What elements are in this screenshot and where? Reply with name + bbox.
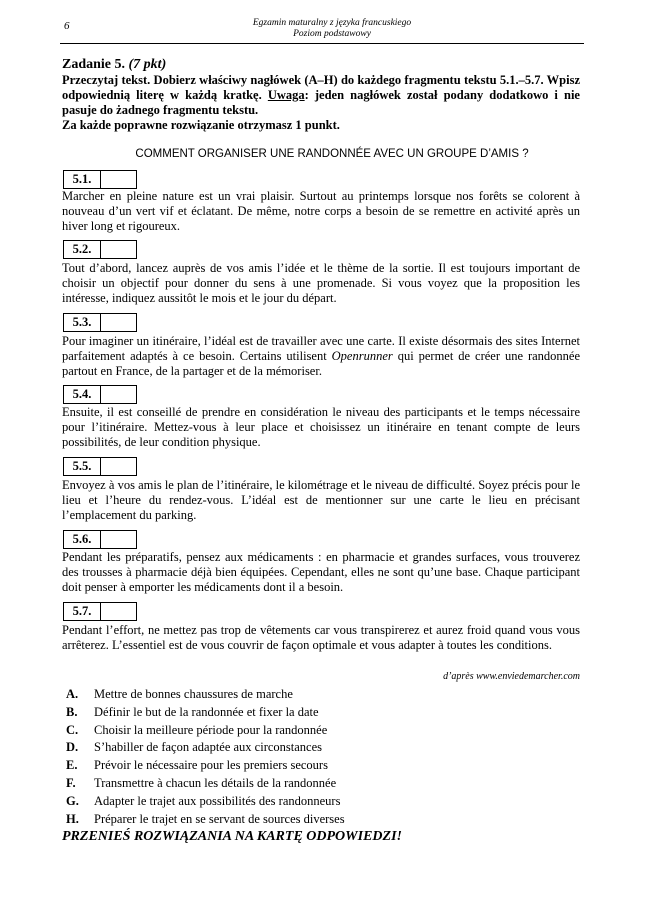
answer-field[interactable] <box>101 240 137 259</box>
fragment-text-5-7: Pendant l’effort, ne mettez pas trop de vêtements car vous transpirerez et aurez froid quand vous vous arrêterez. L’essentiel est de vous couvrir de façon optimale et vous adapter à toutes les conditions. <box>62 623 580 652</box>
option-text: Préparer le trajet en se servant de sources diverses <box>94 811 345 826</box>
heading-option-a <box>66 686 345 704</box>
option-letter: A. <box>66 687 79 701</box>
option-letter: D. <box>66 740 79 755</box>
heading-option-c <box>66 722 345 740</box>
answer-box-5-7 <box>63 602 137 621</box>
heading-option-f <box>66 775 345 793</box>
instructions-note: : jeden nagłówek został podany dodatkowo i nie pasuje do żadnego fragmentu tekstu. <box>62 88 580 117</box>
option-text: Prévoir le nécessaire pour les premiers secours <box>94 758 328 773</box>
fragment-number: 5.6. <box>63 530 101 549</box>
option-letter: C. <box>66 722 79 737</box>
answer-field[interactable] <box>101 530 137 549</box>
answer-box-5-5 <box>63 457 137 476</box>
option-text: Définir le but de la randonnée et fixer la date <box>94 704 319 719</box>
fragment-number: 5.3. <box>63 313 101 332</box>
fragment-number: 5.2. <box>63 240 101 259</box>
page-header <box>0 18 664 40</box>
heading-option-d <box>66 739 345 757</box>
answer-box-5-3 <box>63 313 137 332</box>
answer-box-5-4 <box>63 385 137 404</box>
fragment-text-5-6: Pendant les préparatifs, pensez aux médicaments : en pharmacie et grandes surfaces, vous trouverez des trousses à pharmacie déjà bien équipées. Cependant, elles ne sont qu’une base. Chaque participant doit penser à emporter les médicaments dont il a besoin. <box>62 550 580 594</box>
fragment-text-part: qui permet de créer une randonnée partout en France, de la partager et de la mémoriser. <box>62 349 580 378</box>
option-text: Mettre de bonnes chaussures de marche <box>94 687 293 701</box>
text-title: COMMENT ORGANISER UNE RANDONNÉE AVEC UN GROUPE D’AMIS ? <box>135 148 529 160</box>
option-letter: G. <box>66 793 79 808</box>
fragment-number: 5.5. <box>63 457 101 476</box>
answer-field[interactable] <box>101 385 137 404</box>
instructions-text: Przeczytaj tekst. Dobierz właściwy nagłówek (A–H) do każdego fragmentu tekstu 5.1.–5.7. Wpisz odpowiednią literę w każdą kratkę. <box>62 73 580 102</box>
heading-option-h <box>66 811 345 829</box>
option-text: Transmettre à chacun les détails de la randonnée <box>94 775 337 790</box>
fragment-number: 5.4. <box>63 385 101 404</box>
heading-option-g <box>66 793 345 811</box>
option-text: Choisir la meilleure période pour la randonnée <box>94 722 328 737</box>
site-name: Openrunner <box>331 349 393 363</box>
header-level: Poziom podstawowy <box>293 29 371 39</box>
page-number: 6 <box>64 20 70 32</box>
task-title <box>62 57 166 73</box>
answer-field[interactable] <box>101 457 137 476</box>
answer-box-5-2 <box>63 240 137 259</box>
option-letter: F. <box>66 775 76 790</box>
answer-field[interactable] <box>101 602 137 621</box>
fragment-number: 5.7. <box>63 602 101 621</box>
heading-option-b <box>66 704 345 722</box>
task-number: Zadanie 5. <box>62 57 126 72</box>
fragment-text-5-4: Ensuite, il est conseillé de prendre en considération le niveau des participants et le temps nécessaire pour l’itinéraire. Mettez-vous à leur place et choisissez un itinéraire en tenant compte de leurs possibilités, de leur condition physique. <box>62 405 580 449</box>
fragment-text-part: Pour imaginer un itinéraire, l’idéal est de travailler avec une carte. Il existe désormais des sites Internet parfaitement adaptés à ce besoin. Certains utilisent <box>62 334 580 363</box>
fragment-text-5-3 <box>62 334 580 379</box>
option-text: Adapter le trajet aux possibilités des randonneurs <box>94 793 341 808</box>
instructions-scoring: Za każde poprawne rozwiązanie otrzymasz 1 punkt. <box>62 118 340 132</box>
answer-field[interactable] <box>101 313 137 332</box>
fragment-text-5-5: Envoyez à vos amis le plan de l’itinéraire, le kilométrage et le niveau de difficulté. Soyez précis pour le lieu et l’heure du rendez-vous. L’idéal est de mentionner sur une carte le lieu en précisant l’emplacement du parking. <box>62 478 580 522</box>
header-divider <box>60 43 584 44</box>
transfer-answers-note: PRZENIEŚ ROZWIĄZANIA NA KARTĘ ODPOWIEDZI! <box>62 829 402 844</box>
fragment-text-5-1: Marcher en pleine nature est un vrai plaisir. Surtout au printemps lorsque nos forêts se colorent à nouveau d’un vert vif et éclatant. De même, notre corps a besoin de se remettre en activité après un hiver long et rigoureux. <box>62 189 580 233</box>
task-points: (7 pkt) <box>128 57 167 72</box>
answer-field[interactable] <box>101 170 137 189</box>
option-letter: E. <box>66 758 78 773</box>
option-letter: H. <box>66 811 79 826</box>
note-label: Uwaga <box>267 88 305 102</box>
heading-option-e <box>66 757 345 775</box>
option-letter: B. <box>66 704 78 719</box>
text-source: d’après www.enviedemarcher.com <box>443 671 580 682</box>
fragment-number: 5.1. <box>63 170 101 189</box>
headings-list <box>66 686 345 828</box>
answer-box-5-6 <box>63 530 137 549</box>
answer-box-5-1 <box>63 170 137 189</box>
task-instructions <box>62 73 580 133</box>
header-exam-title: Egzamin maturalny z języka francuskiego <box>252 18 412 28</box>
fragment-text-5-2: Tout d’abord, lancez auprès de vos amis l’idée et le thème de la sortie. Il est toujours important de choisir un objectif pour donner du sens à une promenade. Si vous voyez que la proposition les intéresse, indiquez aussitôt le mois et le jour du départ. <box>62 261 580 305</box>
option-text: S’habiller de façon adaptée aux circonstances <box>94 740 323 755</box>
